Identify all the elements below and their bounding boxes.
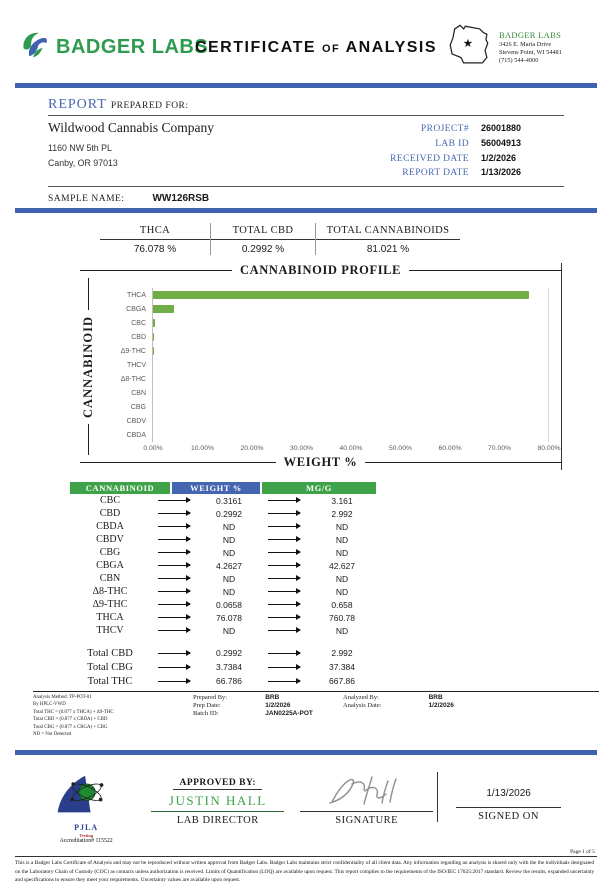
arrow-icon: [158, 526, 190, 527]
analyte-name: CBDA: [96, 521, 124, 533]
mgg-value: 0.658: [331, 599, 353, 610]
table-row: [70, 674, 376, 688]
mgg-value: 2.992: [331, 648, 353, 659]
analysis-notes: [33, 694, 193, 738]
summary-label: TOTAL CANNABINOIDS: [316, 223, 460, 240]
pjla-accreditation: Accreditation# 115522: [59, 838, 113, 845]
weight-value: 76.078: [216, 612, 242, 623]
mgg-value: ND: [335, 573, 349, 584]
analysis-note-line: Analysis Method: TP-POT-01: [33, 695, 92, 701]
table-row: [70, 494, 376, 507]
info-label: Prep Date:: [193, 702, 221, 710]
chart-ylabel-col: [80, 278, 96, 455]
arrow-icon: [268, 604, 300, 605]
weight-value: ND: [222, 586, 236, 597]
chart-x-tick: 10.00%: [190, 445, 215, 453]
results-table: [70, 482, 376, 688]
pjla-block: [33, 772, 139, 845]
mgg-value: ND: [335, 521, 349, 532]
chart-bar-area: [152, 316, 548, 330]
mgg-value: 42.627: [329, 560, 355, 571]
meta-value: 1/13/2026: [481, 167, 522, 178]
analysis-note-line: ND = Not Detected: [33, 731, 72, 737]
chart-x-tick: 60.00%: [438, 445, 462, 453]
arrow-icon: [268, 578, 300, 579]
client-city: Canby, OR 97013: [48, 157, 118, 168]
meta-value: 26001880: [481, 123, 522, 133]
analyte-name: Δ9-THC: [92, 599, 128, 611]
weight-value: 0.2992: [216, 508, 242, 519]
brand-name: BADGER LABS: [56, 36, 209, 58]
chart-bar-area: [152, 428, 548, 442]
fine-print: [15, 692, 597, 738]
chart-category-label: THCA: [126, 291, 146, 299]
sample-name-label: SAMPLE NAME:: [48, 194, 125, 205]
chart-rows: [96, 288, 549, 442]
summary-column: [100, 223, 210, 255]
chart-bar: [153, 291, 529, 300]
chart-category-label: CBD: [131, 333, 146, 341]
arrow-icon: [268, 591, 300, 592]
arrow-icon: [158, 653, 190, 654]
analyte-name: Total CBG: [87, 661, 133, 673]
summary-value: 0.2992 %: [241, 244, 285, 256]
chart-row: [96, 428, 548, 442]
meta-value: 56004913: [481, 137, 522, 148]
info-value: BRB: [265, 694, 280, 702]
mgg-value: 37.384: [329, 662, 355, 673]
chart-x-tick: 0.00%: [143, 445, 163, 453]
chart-row: [96, 288, 548, 302]
info-label: Analysis Date:: [343, 702, 382, 710]
table-row: [70, 624, 376, 637]
info-label: Analyzed By:: [343, 694, 379, 702]
table-row: [70, 598, 376, 611]
page-number: Page 1 of 5: [570, 849, 595, 856]
chart-row: [96, 400, 548, 414]
info-value: 1/2/2026: [265, 702, 291, 710]
lab-city: Stevens Point, WI 54481: [499, 48, 562, 56]
arrow-icon: [268, 539, 300, 540]
weight-value: ND: [222, 547, 236, 558]
mgg-value: 667.86: [329, 676, 355, 687]
chart-bar-area: [152, 372, 548, 386]
mgg-value: 3.161: [331, 495, 353, 506]
badger-leaf-icon: [20, 30, 50, 65]
weight-value: ND: [222, 521, 236, 532]
weight-value: 0.2992: [216, 648, 242, 659]
chart-bar: [153, 347, 154, 356]
chart-row: [96, 344, 548, 358]
chart-row: [96, 302, 548, 316]
table-row: [70, 546, 376, 559]
arrow-icon: [268, 653, 300, 654]
arrow-icon: [268, 526, 300, 527]
analysis-note-line: Total CBD = (0.877 x CBDA) + CBD: [33, 717, 108, 723]
mgg-value: ND: [335, 547, 349, 558]
meta-label: PROJECT#: [420, 124, 469, 134]
pjla-name: PJLA: [74, 823, 99, 833]
document-title: CERTIFICATE of ANALYSIS: [194, 38, 438, 56]
sample-name-row: [48, 187, 564, 208]
chart-row: [96, 330, 548, 344]
weight-value: ND: [222, 625, 236, 636]
analyte-name: Total CBD: [87, 647, 133, 659]
prep-info: [193, 694, 343, 738]
arrow-icon: [268, 630, 300, 631]
signed-on-label: SIGNED ON: [478, 811, 539, 823]
summary-strip: [100, 223, 460, 255]
approver-role: LAB DIRECTOR: [176, 815, 259, 827]
table-row: [70, 646, 376, 660]
chart-bar-area: [152, 400, 548, 414]
arrow-icon: [158, 539, 190, 540]
meta-value: 1/2/2026: [481, 152, 517, 163]
meta-label: RECEIVED DATE: [390, 153, 469, 164]
client-street: 1160 NW 5th PL: [48, 143, 112, 153]
mgg-value: 2.992: [331, 508, 353, 519]
divider-rule-bottom: [15, 750, 597, 755]
report-heading-sub: PREPARED FOR:: [110, 101, 189, 111]
table-row: [70, 585, 376, 598]
info-label: Prepared By:: [193, 694, 228, 702]
analyte-name: CBC: [99, 495, 120, 507]
summary-label: TOTAL CBD: [211, 223, 315, 240]
analyte-name: CBN: [99, 573, 121, 585]
table-row: [70, 520, 376, 533]
table-row: [70, 559, 376, 572]
arrow-icon: [158, 591, 190, 592]
arrow-icon: [158, 617, 190, 618]
info-value: 1/2/2026: [428, 702, 454, 710]
chart-plot: [96, 278, 561, 455]
approved-by-label: APPROVED BY:: [173, 778, 262, 790]
chart-bar-area: [152, 288, 548, 302]
weight-value: 0.3161: [216, 495, 242, 506]
chart-bar-area: [152, 414, 548, 428]
info-label: Batch ID:: [193, 710, 219, 718]
arrow-icon: [158, 500, 190, 501]
chart-x-tick: 50.00%: [388, 445, 413, 453]
table-row: [70, 611, 376, 624]
mgg-value: 760.78: [329, 612, 355, 623]
arrow-icon: [268, 681, 300, 682]
summary-value: 81.021 %: [366, 244, 410, 256]
brand-logo: [20, 30, 209, 65]
table-gap: [70, 637, 376, 646]
chart-bar: [153, 319, 155, 328]
chart-x-tick: 30.00%: [289, 445, 314, 453]
chart-xlabel-row: [80, 455, 561, 470]
summary-column: [210, 223, 315, 255]
chart-title: CANNABINOID PROFILE: [239, 263, 402, 278]
report-heading: [48, 95, 564, 116]
chart-category-label: CBDV: [126, 417, 146, 425]
mgg-value: ND: [335, 586, 349, 597]
chart-row: [96, 386, 548, 400]
col-header-mgg: MG/G: [262, 482, 376, 494]
chart-bar-area: [152, 330, 548, 344]
chart-x-tick: 70.00%: [487, 445, 512, 453]
chart-row: [96, 358, 548, 372]
info-value: JAN0225A-POT: [265, 710, 313, 718]
signature-block: [300, 772, 433, 826]
analyte-name: CBG: [99, 547, 121, 559]
chart-category-label: CBGA: [126, 305, 146, 313]
chart-category-label: THCV: [126, 361, 146, 369]
lab-phone: (715) 544-4900: [499, 56, 539, 64]
chart-row: [96, 372, 548, 386]
col-header-cannabinoid: CANNABINOID: [70, 482, 170, 494]
lab-address-block: [442, 20, 592, 75]
chart-x-ticks: [143, 442, 561, 455]
chart-bar: [153, 305, 174, 314]
weight-value: 0.0658: [216, 599, 242, 610]
meta-label: REPORT DATE: [402, 168, 469, 179]
meta-label: LAB ID: [435, 138, 469, 149]
summary-column: [315, 223, 460, 255]
arrow-icon: [158, 578, 190, 579]
arrow-icon: [268, 667, 300, 668]
analyte-name: THCA: [96, 612, 124, 624]
analyte-name: CBDV: [96, 534, 124, 546]
chart-bar: [153, 333, 154, 342]
chart-category-label: Δ9-THC: [120, 347, 146, 355]
lab-street: 3426 E. Maria Drive: [499, 41, 552, 49]
chart-category-label: CBC: [131, 319, 146, 327]
arrow-icon: [268, 500, 300, 501]
arrow-icon: [268, 565, 300, 566]
chart-bar-area: [152, 344, 548, 358]
table-row: [70, 660, 376, 674]
results-table-header: [70, 482, 376, 494]
analysis-note-line: Total CBG = (0.877 x CBGA) + CBG: [33, 724, 108, 730]
report-section: [15, 88, 597, 208]
chart-ylabel: CANNABINOID: [80, 315, 95, 418]
chart-xlabel: WEIGHT %: [283, 455, 358, 470]
client-block: [48, 120, 214, 181]
arrow-icon: [158, 565, 190, 566]
disclaimer-text: This is a Badger Labs Certificate of Analysis and may not be reproduced without written approval from Badger Labs. Badger Labs maintains strict confidentiality of all client data. Any information regarding an analysis is shared only with the the individuals designated on the Laboratory Chain of Custody (COC) as contacts unless authorization is received. Limits of Quantification (LOQ) are available upon request. This report complies to the requirements of the ISO/IEC 17025:2017 standard. Review the results, expanded uncertainty and specifications to ensure they meet your requirements. Uncertainty values are available upon request.: [15, 856, 597, 884]
pjla-testing: Testing: [79, 833, 94, 838]
approved-by-block: [151, 772, 284, 826]
cannabinoid-profile-chart: [80, 263, 562, 470]
approval-section: [15, 766, 597, 845]
signature-icon: [302, 797, 432, 814]
chart-x-tick: 80.00%: [537, 445, 561, 453]
chart-x-tick: 20.00%: [240, 445, 264, 453]
chart-title-row: [80, 263, 561, 278]
table-row: [70, 533, 376, 546]
lab-name: BADGER LABS: [499, 30, 562, 41]
meta-row: [309, 152, 564, 167]
report-meta: [309, 120, 564, 181]
chart-row: [96, 316, 548, 330]
arrow-icon: [268, 552, 300, 553]
analysis-note-line: Total THC = (0.877 x THCA) + Δ9-THC: [33, 709, 114, 715]
signature-label: SIGNATURE: [335, 815, 399, 827]
analyte-name: Δ8-THC: [92, 586, 128, 598]
arrow-icon: [158, 552, 190, 553]
analyte-name: Total THC: [87, 675, 133, 687]
weight-value: 4.2627: [216, 560, 242, 571]
header: [15, 14, 597, 83]
arrow-icon: [158, 667, 190, 668]
table-row: [70, 507, 376, 520]
chart-bar-area: [152, 386, 548, 400]
weight-value: 66.786: [216, 676, 242, 687]
signed-on-date: 1/13/2026: [486, 788, 531, 800]
analysis-info: [343, 694, 493, 738]
arrow-icon: [158, 630, 190, 631]
chart-category-label: CBN: [131, 389, 146, 397]
chart-bar-area: [152, 358, 548, 372]
arrow-icon: [158, 604, 190, 605]
chart-bar-area: [152, 302, 548, 316]
sample-name-value: WW126RSB: [152, 193, 210, 205]
approver-name: JUSTIN HALL: [151, 790, 284, 812]
table-row: [70, 572, 376, 585]
meta-row: [309, 122, 564, 137]
arrow-icon: [268, 617, 300, 618]
chart-x-tick: 40.00%: [339, 445, 363, 453]
results-table-body: [70, 494, 376, 688]
meta-row: [309, 137, 564, 152]
signed-on-block: [437, 772, 579, 822]
analysis-note-line: By HPLC-VWD: [33, 702, 66, 708]
analyte-name: CBGA: [96, 560, 124, 572]
arrow-icon: [268, 513, 300, 514]
meta-row: [309, 166, 564, 181]
weight-value: 3.7384: [216, 662, 242, 673]
col-header-weight: WEIGHT %: [172, 482, 260, 494]
report-heading-main: REPORT: [48, 97, 107, 112]
pjla-logo-icon: [54, 805, 118, 822]
weight-value: ND: [222, 573, 236, 584]
divider-rule-mid: [15, 208, 597, 213]
mgg-value: ND: [335, 534, 349, 545]
arrow-icon: [158, 681, 190, 682]
wisconsin-map-icon: [442, 20, 496, 75]
svg-text:★: ★: [462, 36, 474, 50]
chart-category-label: CBDA: [126, 431, 146, 439]
client-name: Wildwood Cannabis Company: [48, 120, 214, 135]
analyte-name: CBD: [99, 508, 121, 520]
summary-value: 76.078 %: [133, 244, 177, 256]
chart-category-label: Δ8-THC: [120, 375, 146, 383]
info-value: BRB: [428, 694, 443, 702]
analyte-name: THCV: [96, 625, 124, 637]
arrow-icon: [158, 513, 190, 514]
mgg-value: ND: [335, 625, 349, 636]
chart-category-label: CBG: [130, 403, 146, 411]
chart-row: [96, 414, 548, 428]
summary-label: THCA: [100, 223, 210, 240]
weight-value: ND: [222, 534, 236, 545]
